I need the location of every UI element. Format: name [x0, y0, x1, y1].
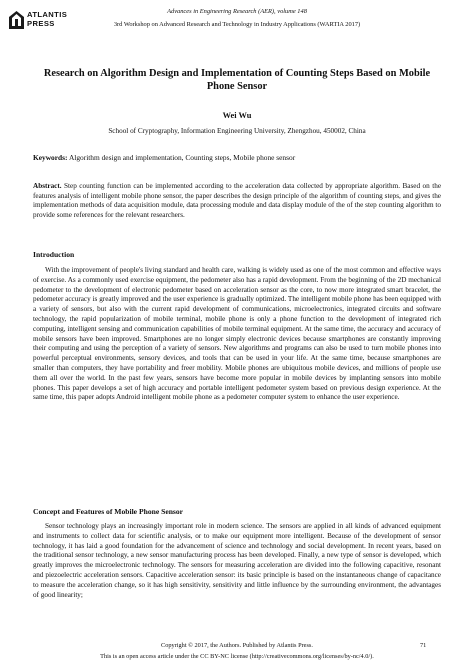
- concept-body: Sensor technology plays an increasingly important role in modern science. The sensors are applied in all kinds of advanced equipment and instruments to collect data for scientific analysis, or to make our equipment more intelligent. Because of the development of sensor technology, it has laid a good foundation for the advancement of science and technology and social development. In recent years, based on the traditional sensor technology, a new sensor manufacturing process has been developed. Finally, a new type of sensor is developed, which greatly improves the microelectronic technology. The sensors for measuring acceleration are divided into the following capacitive, resonant and piezoelectric acceleration sensors. Capacitive acceleration sensor: its basic principle is based on the instantaneous change of capacitance to measure the acceleration change, so it has high sensitivity, sensitivity and little influence by the surrounding environment, the advantages of good linearity;: [33, 522, 441, 599]
- author-affiliation: School of Cryptography, Information Engineering University, Zhengzhou, 450002, China: [108, 127, 366, 135]
- abstract-label: Abstract.: [33, 182, 62, 190]
- introduction-body: With the improvement of people's living standard and health care, walking is widely used as one of the most common and effective ways of exercise. As a commonly used exercise equipment, the pedometer also has a rapid development. From the beginning of the 2D mechanical pedometer to the development of electronic pedometer based on acceleration sensor as the core, to now more integrated smart bracelet, the pedometer accuracy is greatly improved and the user experience is gradually optimized. The intelligent mobile phone has been equipped with a variety of sensors, but also with the current rapid development of communications, microelectronics, integrated circuits and software technology, the rapid popularization of mobile terminal, mobile phone is only a phone function to the development of integrated rich computing, intelligent sensing and communication capabilities of mobile terminal equipment. At the same time, the accuracy and accuracy of mobile sensors have been improved. Smartphones are no longer simply electronic devices because smartphones are constantly improving their computing and using the perception of a variety of sensors. New algorithms and programs can also be used to turn mobile phones into powerful perceptual environments, sensory devices, and tools that can be used in your life. At the same time, because smartphones are smaller than computers, they have portability and freer mobility. Mobile phones are ubiquitous mobile devices, and millions of people use them all over the world. In the past few years, sensors have become more popular in mobile devices by implanting sensors into mobile phones. This paper develops a set of high accuracy and portable intelligent pedometer system based on previous design experience. At the same time, this paper adopts Android intelligent mobile phone as a pedometer computer system to enhance the user experience.: [33, 266, 441, 402]
- copyright-line: Copyright © 2017, the Authors. Published by Atlantis Press.: [161, 642, 313, 649]
- publisher-name-line1: ATLANTIS: [27, 10, 68, 19]
- publisher-name-line2: PRESS: [27, 19, 55, 28]
- series-header: Advances in Engineering Research (AER), volume 148: [167, 8, 307, 15]
- page-number: 71: [420, 642, 427, 649]
- abstract: [33, 182, 441, 220]
- keywords-text: Algorithm design and implementation, Counting steps, Mobile phone sensor: [68, 153, 296, 162]
- section-heading-concept: Concept and Features of Mobile Phone Sensor: [33, 507, 184, 516]
- keywords-label: Keywords:: [33, 153, 68, 162]
- keywords: [33, 153, 441, 162]
- paper-title: Research on Algorithm Design and Implementation of Counting Steps Based on Mobile Phone Sensor: [43, 68, 431, 92]
- section-heading-introduction: Introduction: [33, 250, 75, 259]
- license-line: This is an open access article under the CC BY-NC license (http://creativecommons.org/licenses/by-nc/4.0/).: [100, 653, 374, 660]
- workshop-header: 3rd Workshop on Advanced Research and Technology in Industry Applications (WARTIA 2017): [113, 21, 361, 28]
- author-name: Wei Wu: [222, 111, 252, 120]
- abstract-text: Step counting function can be implemented according to the acceleration data collected by appropriate algorithm. Based on the features analysis of intelligent mobile phone sensor, the paper describes the design principle of the algorithm of counting steps, and gives the implementation methods of data acquisition module, data processing module and data display module of the of the step counting algorithm to provide some references for the relevant researchers.: [33, 182, 442, 219]
